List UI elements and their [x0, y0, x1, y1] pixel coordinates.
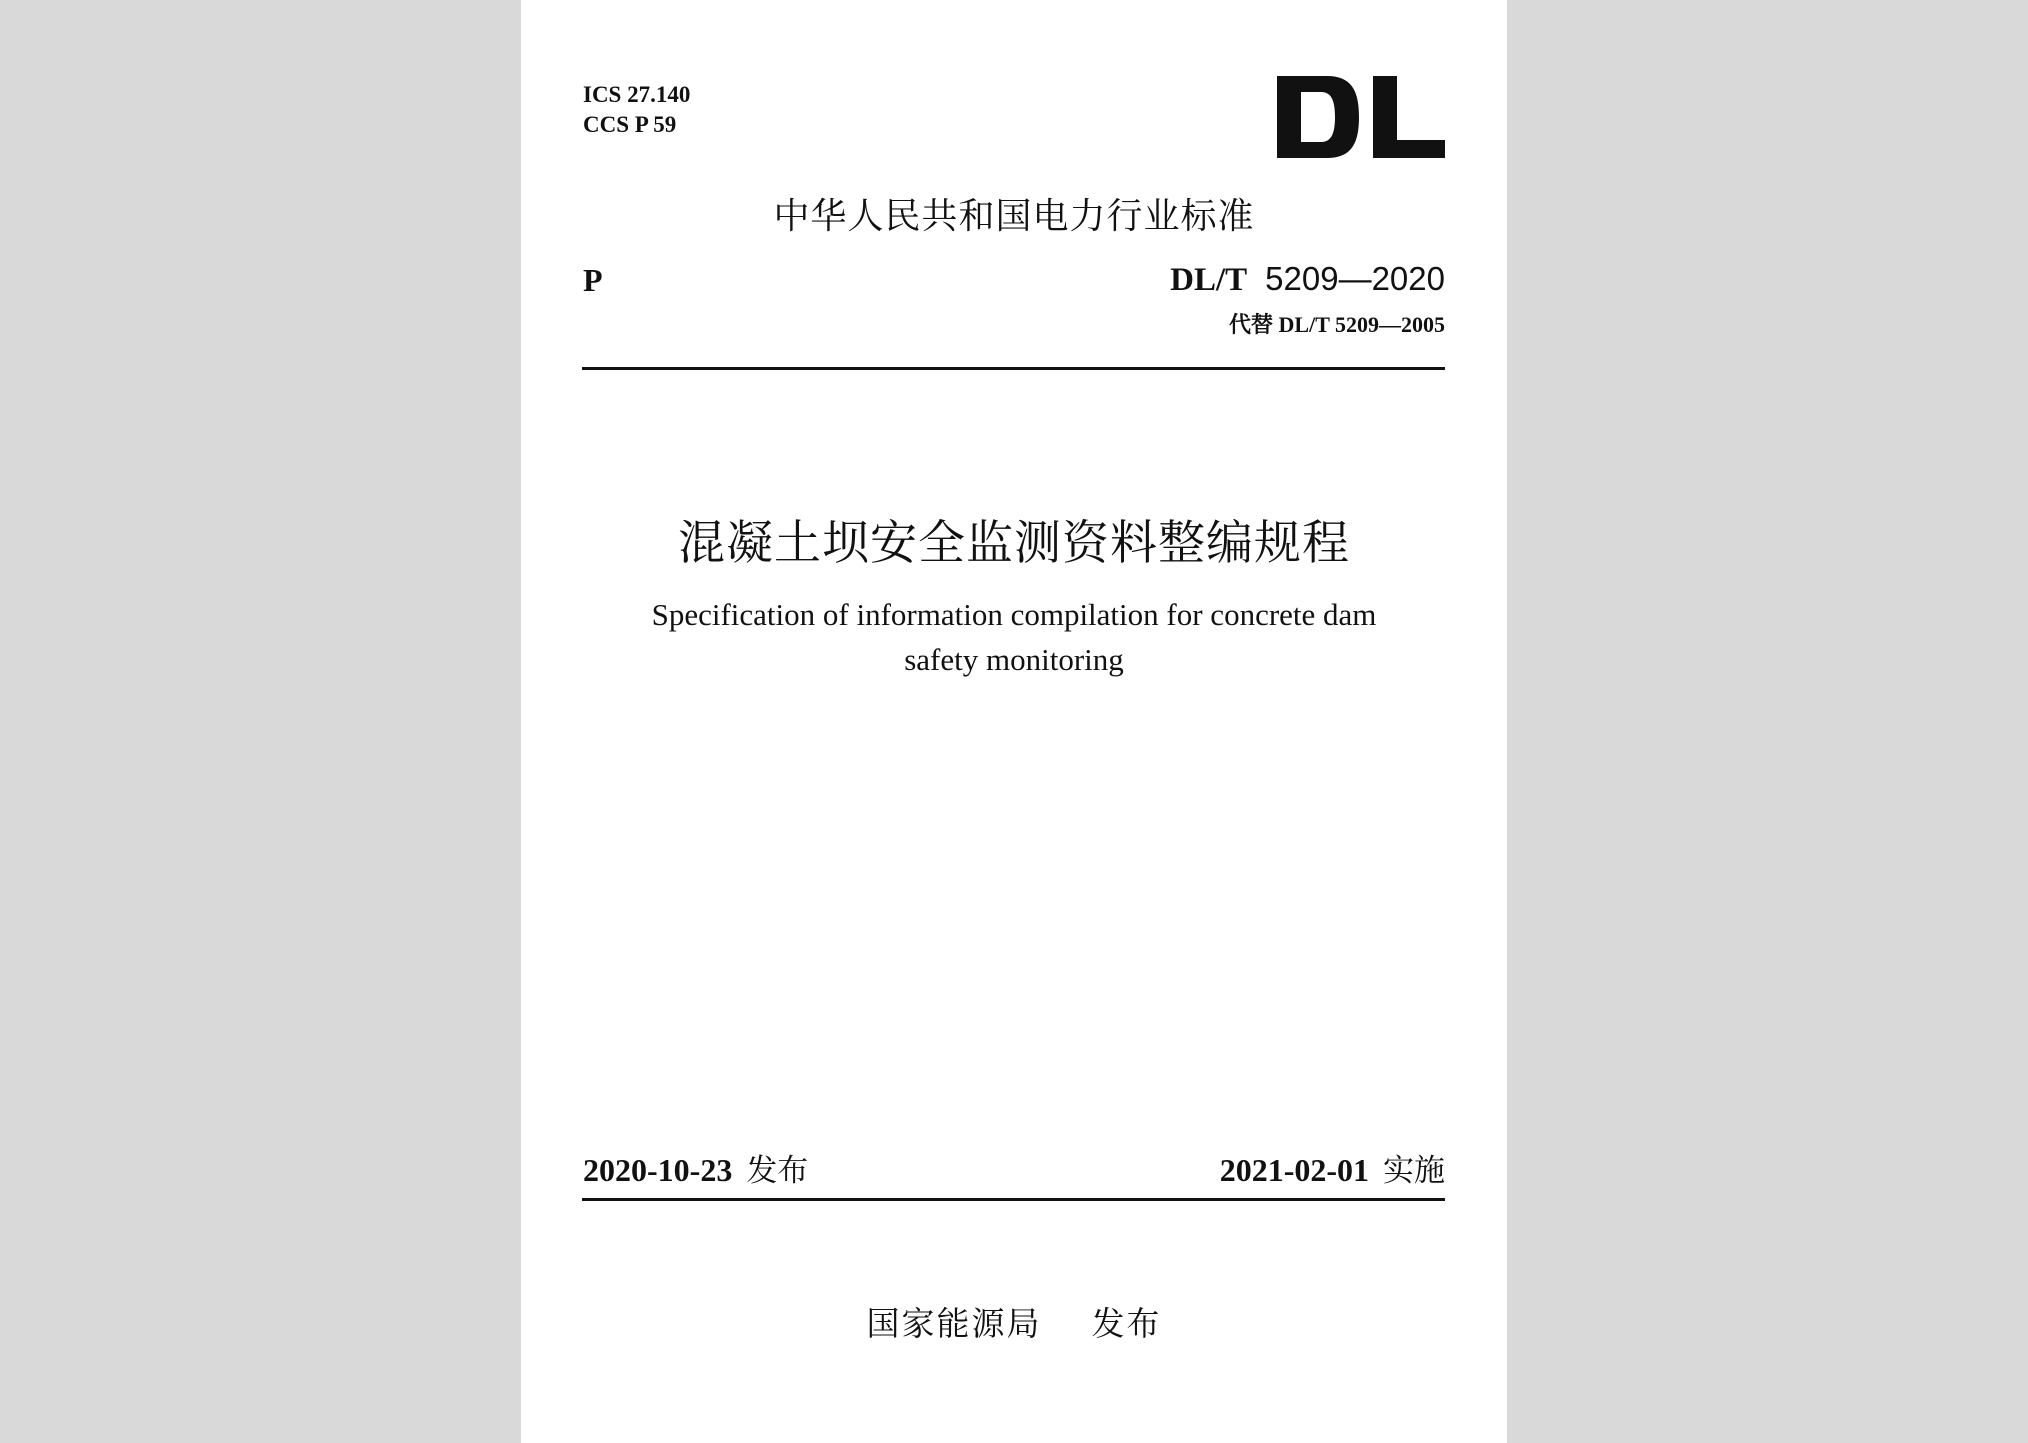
standard-number [1170, 259, 1445, 299]
issue-date [583, 1145, 808, 1190]
standard-prefix: DL/T [1170, 262, 1248, 298]
bottom-divider [582, 1198, 1445, 1201]
dl-logo-mark [1277, 76, 1445, 158]
title-chinese: 混凝土坝安全监测资料整编规程 [678, 516, 1350, 571]
issuing-authority [521, 1298, 1507, 1345]
issue-date-value: 2020-10-23 [583, 1152, 733, 1188]
title-english-line-1: Specification of information compilation for concrete dam [651, 597, 1377, 632]
ccs-code: CCS P 59 [583, 112, 677, 137]
dl-logo [1277, 76, 1445, 158]
title-english [521, 592, 1507, 682]
industry-standard-heading: 中华人民共和国电力行业标准 [773, 196, 1255, 237]
implementation-date [1220, 1145, 1445, 1190]
implementation-date-label: 实施 [1383, 1153, 1445, 1189]
replaces-standard: 代替 DL/T 5209—2005 [1229, 312, 1445, 337]
implementation-date-value: 2021-02-01 [1219, 1152, 1369, 1188]
issuer-name: 国家能源局 [866, 1304, 1042, 1343]
standard-code: 5209—2020 [1265, 260, 1445, 297]
title-english-line-2: safety monitoring [904, 642, 1124, 677]
issue-date-label: 发布 [746, 1153, 809, 1189]
document-page [521, 0, 1507, 1443]
issuer-action: 发布 [1091, 1304, 1162, 1343]
top-divider [582, 367, 1445, 370]
classification-codes [583, 80, 690, 140]
ics-code: ICS 27.140 [583, 82, 691, 107]
category-letter: P [583, 262, 603, 298]
